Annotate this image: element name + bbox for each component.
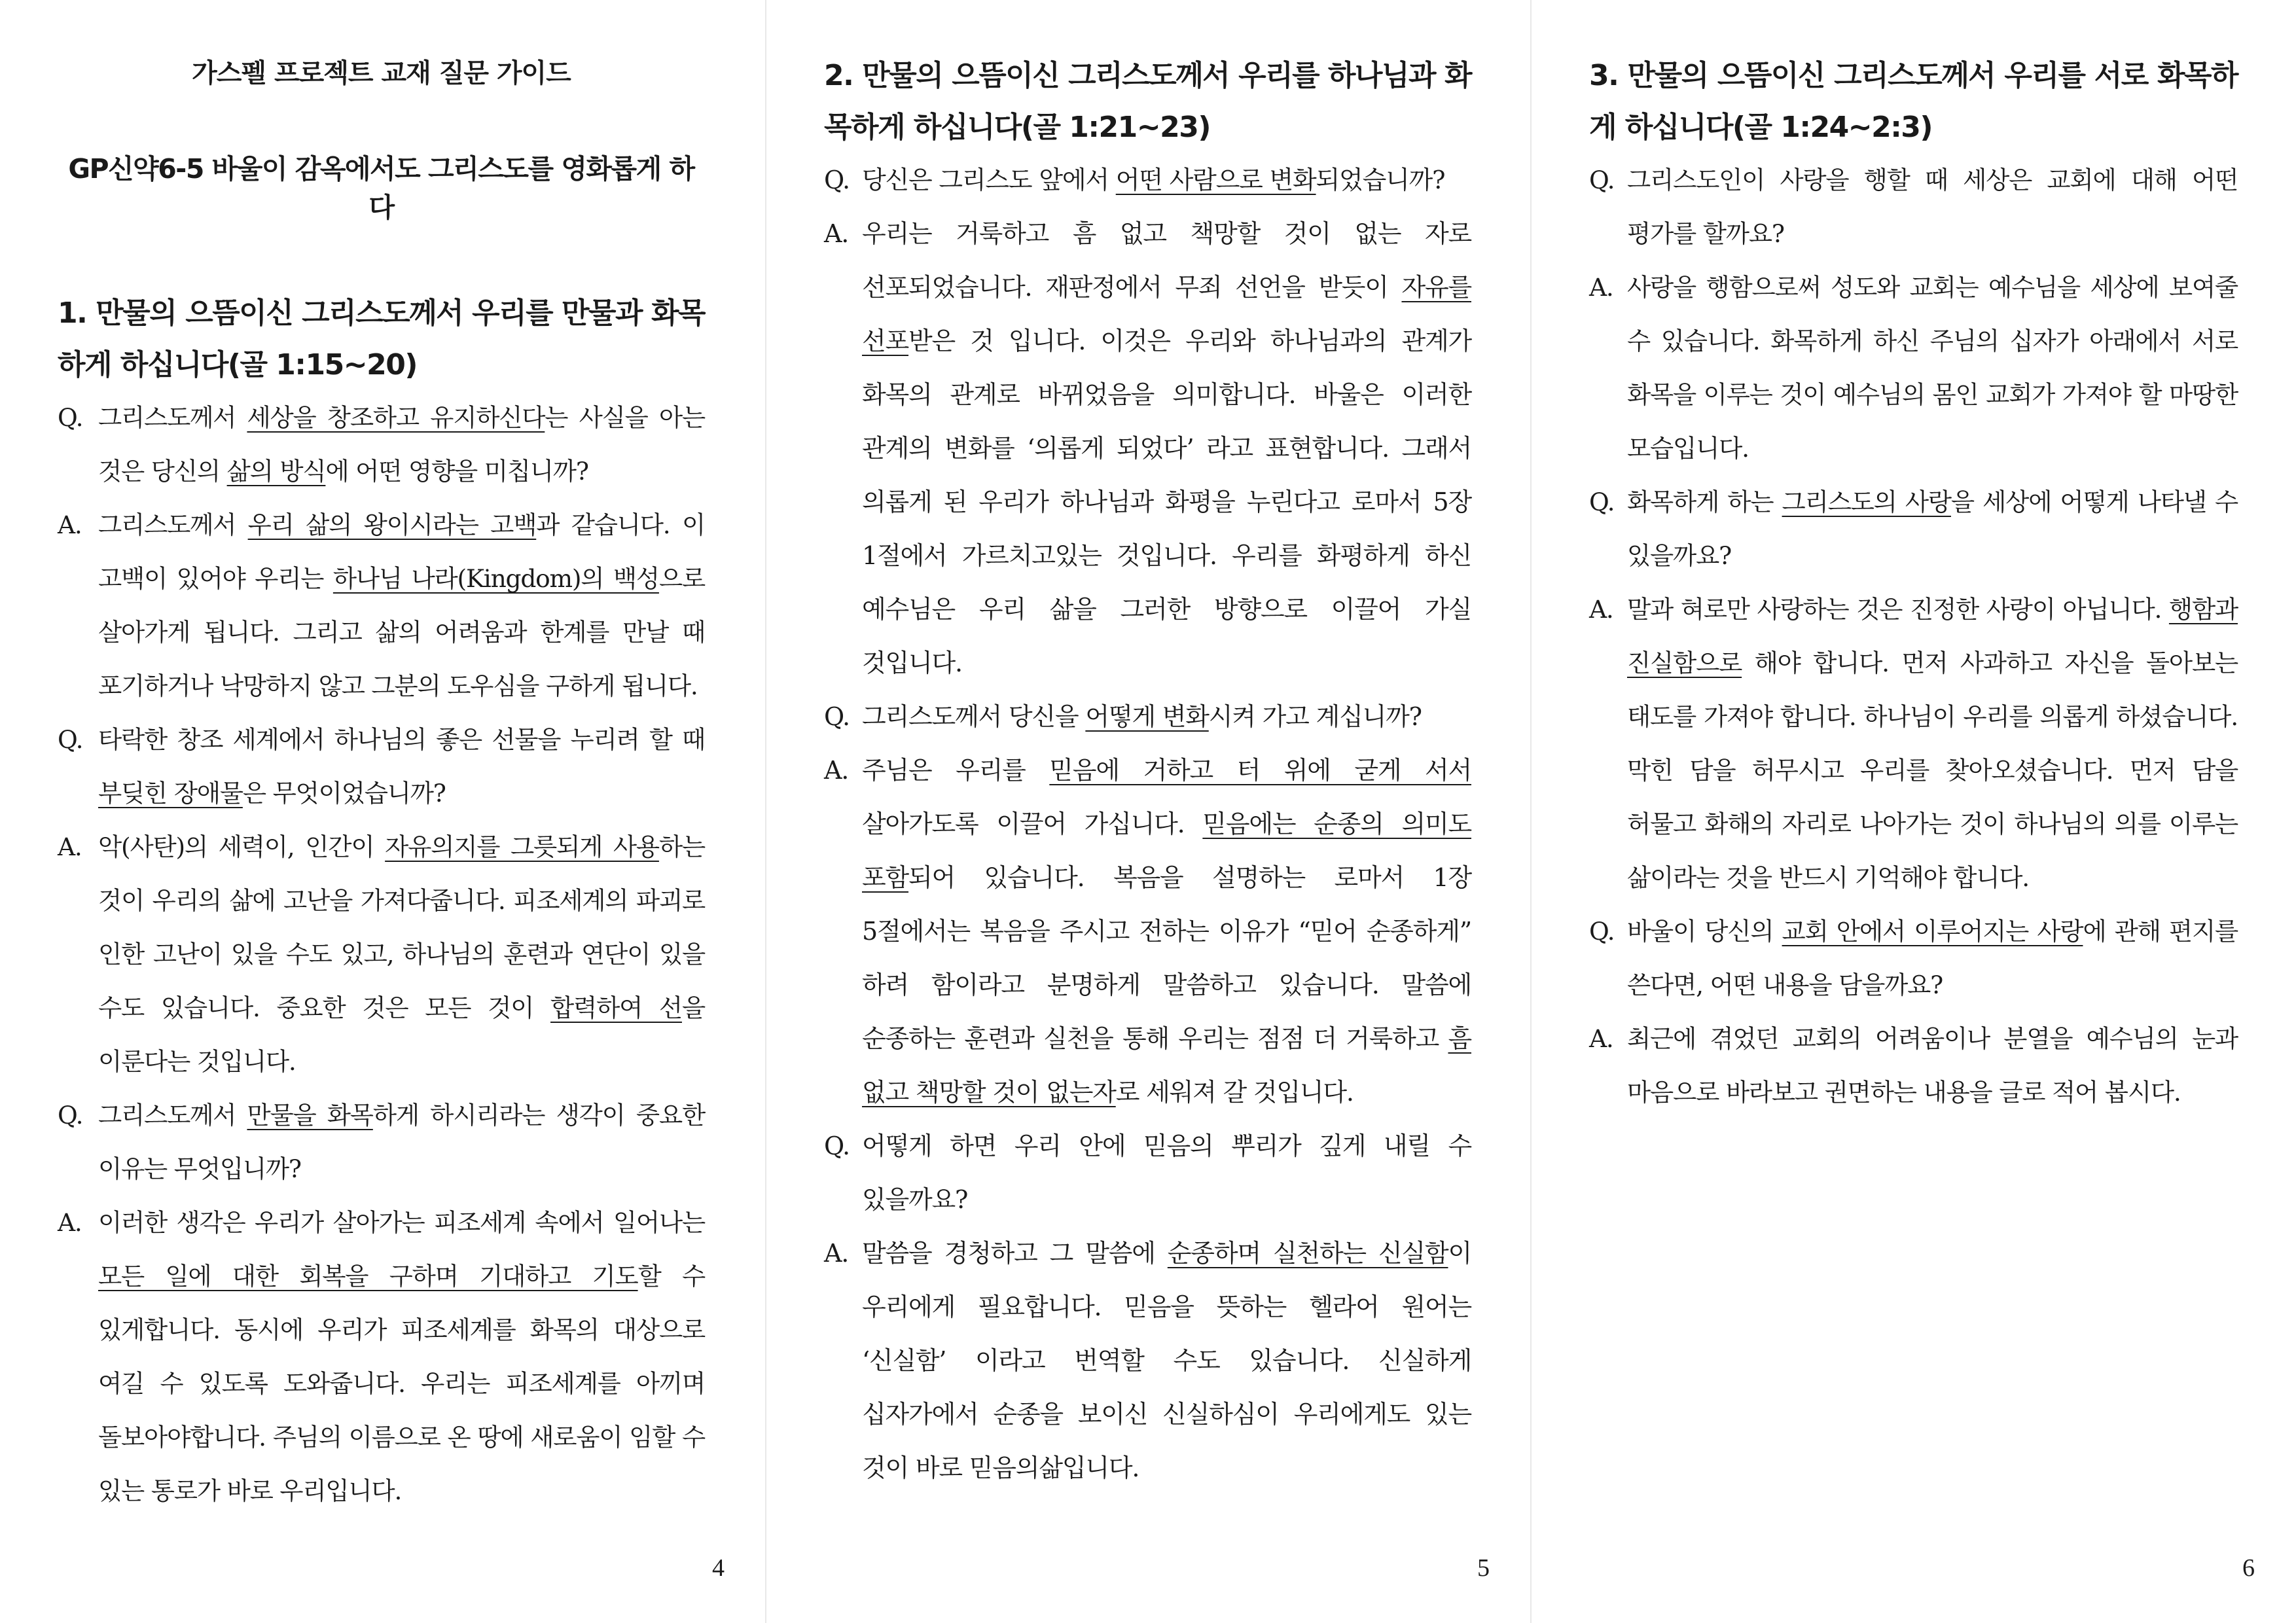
text-run: 당신은 그리스도 앞에서 xyxy=(862,166,1116,194)
answer-label: A. xyxy=(824,756,849,785)
text-run: 할 수 있게합니다. 동시에 우리가 피조세계를 화목의 대상으로 여길 수 있도록 도와줍니다. 우리는 피조세계를 아끼며 돌보아야합니다. 주님의 이름으로 온 땅에 새로움이 임할 수 있는 통로가 바로 우리입니다. xyxy=(98,1262,705,1505)
answer-label: A. xyxy=(824,219,849,248)
question-label: Q. xyxy=(824,702,850,731)
answer-text xyxy=(1627,582,2238,904)
answer-label: A. xyxy=(1589,595,1613,624)
answer-item xyxy=(824,1226,1471,1495)
question-label: Q. xyxy=(824,166,850,194)
question-label: Q. xyxy=(1589,488,1615,516)
answer-item xyxy=(58,1196,705,1518)
page-number: 6 xyxy=(2242,1554,2255,1582)
answer-label: A. xyxy=(1589,273,1613,302)
answer-label: A. xyxy=(824,1239,849,1268)
answer-item xyxy=(1589,260,2238,475)
qa-list xyxy=(1589,153,2238,1119)
text-run: 시켜 가고 계십니까? xyxy=(1208,702,1422,731)
underlined-phrase: 믿음에 거하고 터 위에 굳게 서서 xyxy=(1049,756,1471,785)
text-run: 받은 것 입니다. 이것은 우리와 하나님과의 관계가 화목의 관계로 바뀌었음을 의미합니다. 바울은 이러한 관계의 변화를 ‘의롭게 되었다’ 라고 표현합니다. 그래서 의롭게 된 우리가 하나님과 화평을 누린다고 로마서 5장 1절에서 가르치고있는 것입니다. 우리를 화평하게 하신 예수님은 우리 삶을 그러한 방향으로 이끌어 가실 것입니다. xyxy=(862,327,1471,677)
question-label: Q. xyxy=(1589,917,1615,946)
lesson-title: GP신약6-5 바울이 감옥에서도 그리스도를 영화롭게 하다 xyxy=(68,153,694,223)
underlined-phrase: 그리스도의 사랑 xyxy=(1782,488,1951,516)
question-label: Q. xyxy=(824,1132,850,1160)
answer-item xyxy=(824,207,1471,690)
underlined-phrase: 만물을 화목 xyxy=(247,1101,373,1130)
question-text xyxy=(1627,153,2238,260)
answer-text xyxy=(98,498,705,713)
underlined-phrase: 합력하여 선 xyxy=(550,993,682,1022)
text-run: 은 무엇이었습니까? xyxy=(242,779,446,808)
question-text xyxy=(862,690,1471,743)
text-run: 그리스도인이 사랑을 행할 때 세상은 교회에 대해 어떤 평가를 할까요? xyxy=(1627,166,2238,248)
text-run: 우리는 거룩하고 흠 없고 책망할 것이 없는 자로 선포되었습니다. 재판정에서 무죄 선언을 받듯이 xyxy=(862,219,1471,302)
text-run: 살아가도록 이끌어 가십니다. xyxy=(862,810,1203,838)
text-run: 최근에 겪었던 교회의 어려움이나 분열을 예수님의 눈과 마음으로 바라보고 권면하는 내용을 글로 적어 봅시다. xyxy=(1627,1024,2238,1107)
underlined-phrase: 우리 삶의 왕이시라는 고백 xyxy=(247,510,537,539)
answer-item xyxy=(824,743,1471,1119)
underlined-phrase: 모든 일에 대한 회복을 구하며 기대하고 기도 xyxy=(98,1262,638,1291)
answer-text xyxy=(98,1196,705,1518)
text-run: 그리스도께서 xyxy=(98,510,248,539)
underlined-phrase: 흠 없고 책망할 것이 없는자 xyxy=(862,1024,1471,1107)
answer-text xyxy=(1627,1012,2238,1119)
question-item xyxy=(1589,904,2238,1012)
text-run: 타락한 창조 세계에서 하나님의 좋은 선물을 누리려 할 때 xyxy=(98,725,705,754)
underlined-phrase: 삶의 방식 xyxy=(226,457,326,486)
text-run: 는 사실을 아는 것은 당신의 xyxy=(98,403,705,486)
text-run: 말씀을 경청하고 그 말씀에 xyxy=(862,1239,1168,1268)
question-text xyxy=(1627,475,2238,582)
question-item xyxy=(824,1119,1471,1226)
text-run: 그리스도께서 당신을 xyxy=(862,702,1086,731)
question-item xyxy=(824,690,1471,743)
underlined-phrase: 교회 안에서 이루어지는 사랑 xyxy=(1782,917,2083,946)
section-title: 3. 만물의 으뜸이신 그리스도께서 우리를 서로 화목하게 하십니다(골 1:24~2:3) xyxy=(1589,59,2238,144)
page-6 xyxy=(1530,0,2295,1623)
answer-item xyxy=(58,498,705,713)
question-item xyxy=(58,391,705,498)
text-run: 사랑을 행함으로써 성도와 교회는 예수님을 세상에 보여줄 수 있습니다. 화목하게 하신 주님의 십자가 아래에서 서로 화목을 이루는 것이 예수님의 몸인 교회가 가져야 할 마땅한 모습입니다. xyxy=(1627,273,2238,463)
guide-header: 가스펠 프로젝트 교재 질문 가이드 xyxy=(192,58,571,88)
text-run: 어떻게 하면 우리 안에 믿음의 뿌리가 깊게 내릴 수 있을까요? xyxy=(862,1132,1471,1214)
text-run: 그리스도께서 xyxy=(98,1101,247,1130)
question-label: Q. xyxy=(58,403,83,432)
answer-item xyxy=(1589,582,2238,904)
text-run: 화목하게 하는 xyxy=(1627,488,1782,516)
underlined-phrase: 행함과 진실함으로 xyxy=(1627,595,2238,677)
section-title: 2. 만물의 으뜸이신 그리스도께서 우리를 하나님과 화목하게 하십니다(골 1:21~23) xyxy=(824,59,1471,144)
question-text xyxy=(862,1119,1471,1226)
text-run: 에 어떤 영향을 미칩니까? xyxy=(325,457,588,486)
page-number: 4 xyxy=(712,1554,725,1582)
text-run: 으로 살아가게 됩니다. 그리고 삶의 어려움과 한계를 만날 때 포기하거나 낙망하지 않고 그분의 도우심을 구하게 됩니다. xyxy=(98,564,705,700)
answer-item xyxy=(1589,1012,2238,1119)
question-item xyxy=(58,713,705,820)
text-run: 에 관해 편지를 쓴다면, 어떤 내용을 담을까요? xyxy=(1627,917,2238,999)
answer-text xyxy=(862,743,1471,1119)
page-5 xyxy=(765,0,1530,1623)
text-run: 이 우리에게 필요합니다. 믿음을 뜻하는 헬라어 원어는 ‘신실함’ 이라고 번역할 수도 있습니다. 신실하게 십자가에서 순종을 보이신 신실하심이 우리에게도 있는 것이 바로 믿음의삶입니다. xyxy=(862,1239,1471,1482)
question-label: Q. xyxy=(1589,166,1615,194)
answer-label: A. xyxy=(1589,1024,1613,1053)
text-run: 이러한 생각은 우리가 살아가는 피조세계 속에서 일어나는 xyxy=(98,1208,705,1237)
underlined-phrase: 어떻게 변화 xyxy=(1085,702,1209,731)
question-text xyxy=(1627,904,2238,1012)
answer-label: A. xyxy=(58,832,82,861)
text-run: 해야 합니다. 먼저 사과하고 자신을 돌아보는 태도를 가져야 합니다. 하나님이 우리를 의롭게 하셨습니다. 막힌 담을 허무시고 우리를 찾아오셨습니다. 먼저 담을 허물고 화해의 자리로 나아가는 것이 하나님의 의를 이루는 삶이라는 것을 반드시 기억해야 합니다. xyxy=(1627,649,2238,892)
text-run: 과 같습니다. 이 고백이 있어야 우리는 xyxy=(98,510,706,593)
underlined-phrase: 어떤 사람으로 변화 xyxy=(1115,166,1316,194)
answer-text xyxy=(1627,260,2238,475)
text-run: 을 세상에 어떻게 나타낼 수 있을까요? xyxy=(1627,488,2238,570)
answer-text xyxy=(98,820,705,1088)
page-4 xyxy=(0,0,765,1623)
text-run: 주님은 우리를 xyxy=(862,756,1050,785)
question-item xyxy=(824,153,1471,207)
page-number: 5 xyxy=(1477,1554,1490,1582)
question-label: Q. xyxy=(58,1101,83,1130)
question-label: Q. xyxy=(58,725,83,754)
text-run: 되었습니까? xyxy=(1316,166,1445,194)
text-run: 하게 하시리라는 생각이 중요한 이유는 무엇입니까? xyxy=(98,1101,705,1183)
qa-list xyxy=(824,153,1471,1495)
text-run: 하는 것이 우리의 삶에 고난을 가져다줍니다. 피조세계의 파괴로 인한 고난이 있을 수도 있고, 하나님의 훈련과 연단이 있을 수도 있습니다. 중요한 것은 모든 것이 xyxy=(98,832,705,1022)
answer-item xyxy=(58,820,705,1088)
question-text xyxy=(98,1088,705,1196)
underlined-phrase: 자유의지를 그릇되게 사용 xyxy=(385,832,659,861)
text-run: 로 세워져 갈 것입니다. xyxy=(1115,1078,1354,1107)
underlined-phrase: 순종하며 실천하는 신실함 xyxy=(1167,1239,1448,1268)
underlined-phrase: 부딪힌 장애물 xyxy=(98,779,243,808)
answer-label: A. xyxy=(58,1208,82,1237)
question-text xyxy=(98,391,705,498)
answer-label: A. xyxy=(58,510,82,539)
question-text xyxy=(98,713,705,820)
qa-list xyxy=(58,391,705,1518)
text-run: 말과 혀로만 사랑하는 것은 진정한 사랑이 아닙니다. xyxy=(1627,595,2169,624)
question-item xyxy=(1589,475,2238,582)
text-run: 을 이룬다는 것입니다. xyxy=(98,993,705,1076)
text-run: 되어 있습니다. 복음을 설명하는 로마서 1장 5절에서는 복음을 주시고 전하는 이유가 “믿어 순종하게” 하려 함이라고 분명하게 말씀하고 있습니다. 말씀에 순종하는 훈련과 실천을 통해 우리는 점점 더 거룩하고 xyxy=(862,863,1471,1053)
underlined-phrase: 하나님 나라(Kingdom)의 백성 xyxy=(332,564,659,593)
question-item xyxy=(58,1088,705,1196)
section-title: 1. 만물의 으뜸이신 그리스도께서 우리를 만물과 화목하게 하십니다(골 1:15~20) xyxy=(58,296,705,382)
underlined-phrase: 세상을 창조하고 유지하신다 xyxy=(247,403,545,432)
question-item xyxy=(1589,153,2238,260)
answer-text xyxy=(862,207,1471,690)
text-run: 바울이 당신의 xyxy=(1627,917,1782,946)
underlined-phrase: 믿음에는 순종의 의미도 포함 xyxy=(862,810,1471,892)
underlined-phrase: 자유를 선포 xyxy=(862,273,1471,355)
answer-text xyxy=(862,1226,1471,1495)
text-run: 그리스도께서 xyxy=(98,403,247,432)
question-text xyxy=(862,153,1471,207)
text-run: 악(사탄)의 세력이, 인간이 xyxy=(98,832,386,861)
